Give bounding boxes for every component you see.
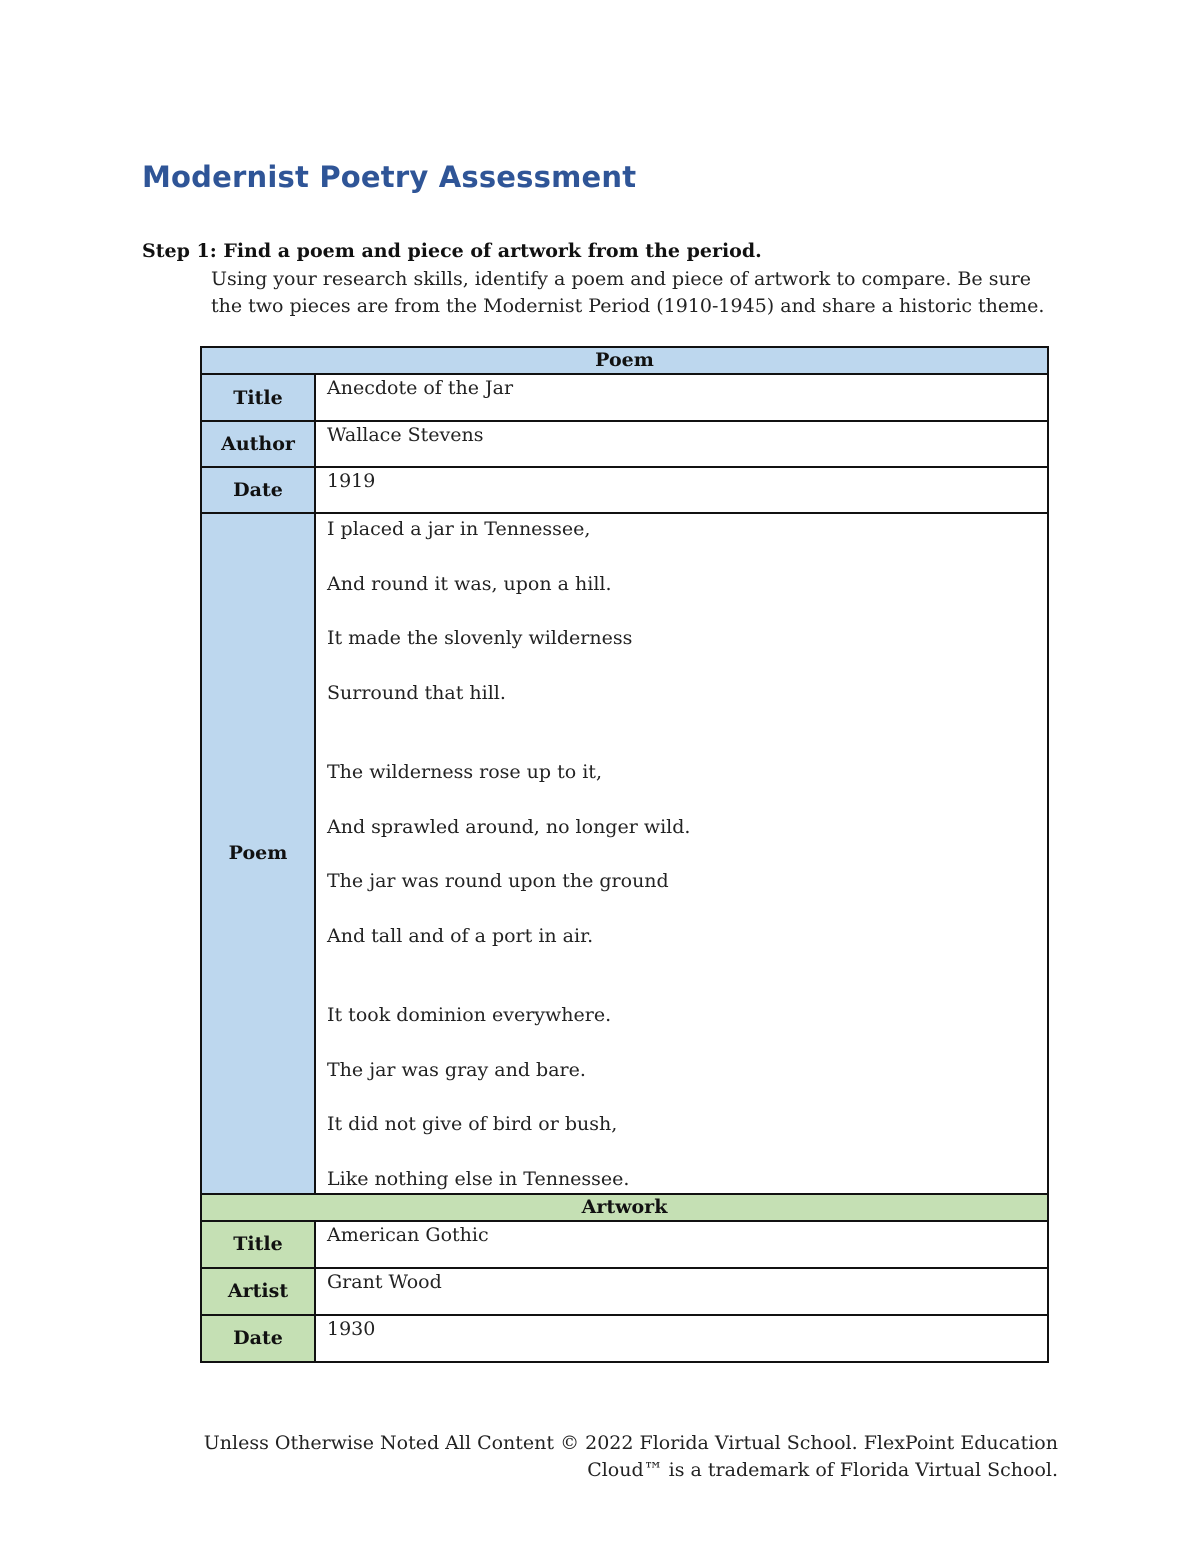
poem-line: The jar was round upon the ground [327, 870, 669, 892]
poem-line: The wilderness rose up to it, [327, 761, 602, 783]
poem-title-label: Title [201, 374, 315, 421]
poem-line: Like nothing else in Tennessee. [327, 1167, 630, 1190]
stanza-gap [327, 734, 1047, 759]
step-1-instructions: Using your research skills, identify a poem and piece of artwork to compare. Be sure the two pieces are from the Modernist Period (1910-1945) and share a historic theme. [211, 268, 1045, 317]
artwork-section-header: Artwork [201, 1194, 1048, 1221]
poem-section-header: Poem [201, 347, 1048, 374]
poem-text-label: Poem [201, 513, 315, 1194]
poem-section-header-row [201, 347, 1048, 374]
artwork-artist-value: Grant Wood [315, 1268, 1048, 1315]
footer-line-2: Cloud™ is a trademark of Florida Virtual School. [587, 1459, 1058, 1481]
poem-stanza [327, 1002, 1047, 1193]
step-1-heading: Step 1: Find a poem and piece of artwork from the period. [142, 240, 762, 262]
poem-title-value: Anecdote of the Jar [315, 374, 1048, 421]
poem-title-row [201, 374, 1048, 421]
poem-line: It took dominion everywhere. [327, 1004, 612, 1026]
artwork-artist-label: Artist [201, 1268, 315, 1315]
artwork-date-row [201, 1315, 1048, 1362]
artwork-date-value: 1930 [315, 1315, 1048, 1362]
poem-author-label: Author [201, 421, 315, 467]
poem-text [315, 513, 1048, 1194]
poem-date-label: Date [201, 467, 315, 513]
artwork-artist-row [201, 1268, 1048, 1315]
poem-line: Surround that hill. [327, 681, 506, 704]
page-title: Modernist Poetry Assessment [142, 160, 637, 194]
footer-line-1: Unless Otherwise Noted All Content © 2022 Florida Virtual School. FlexPoint Education [203, 1432, 1058, 1454]
artwork-date-label: Date [201, 1315, 315, 1362]
poem-date-value: 1919 [315, 467, 1048, 513]
copyright-footer [204, 1430, 1058, 1484]
artwork-title-row [201, 1221, 1048, 1268]
poem-line: It made the slovenly wilderness [327, 627, 633, 649]
poem-author-row [201, 421, 1048, 467]
poem-stanza [327, 516, 1047, 707]
poem-line: And sprawled around, no longer wild. [327, 815, 691, 838]
poem-line: And round it was, upon a hill. [327, 572, 612, 595]
poem-stanza [327, 759, 1047, 950]
poem-line: And tall and of a port in air. [327, 924, 594, 947]
stanza-gap [327, 977, 1047, 1002]
artwork-section-header-row [201, 1194, 1048, 1221]
artwork-title-value: American Gothic [315, 1221, 1048, 1268]
artwork-title-label: Title [201, 1221, 315, 1268]
poem-text-row [201, 513, 1048, 1194]
poem-line: I placed a jar in Tennessee, [327, 518, 591, 540]
poem-line: It did not give of bird or bush, [327, 1113, 618, 1135]
poem-line: The jar was gray and bare. [327, 1058, 586, 1081]
poem-date-row [201, 467, 1048, 513]
poem-author-value: Wallace Stevens [315, 421, 1048, 467]
comparison-table [200, 346, 1049, 1363]
